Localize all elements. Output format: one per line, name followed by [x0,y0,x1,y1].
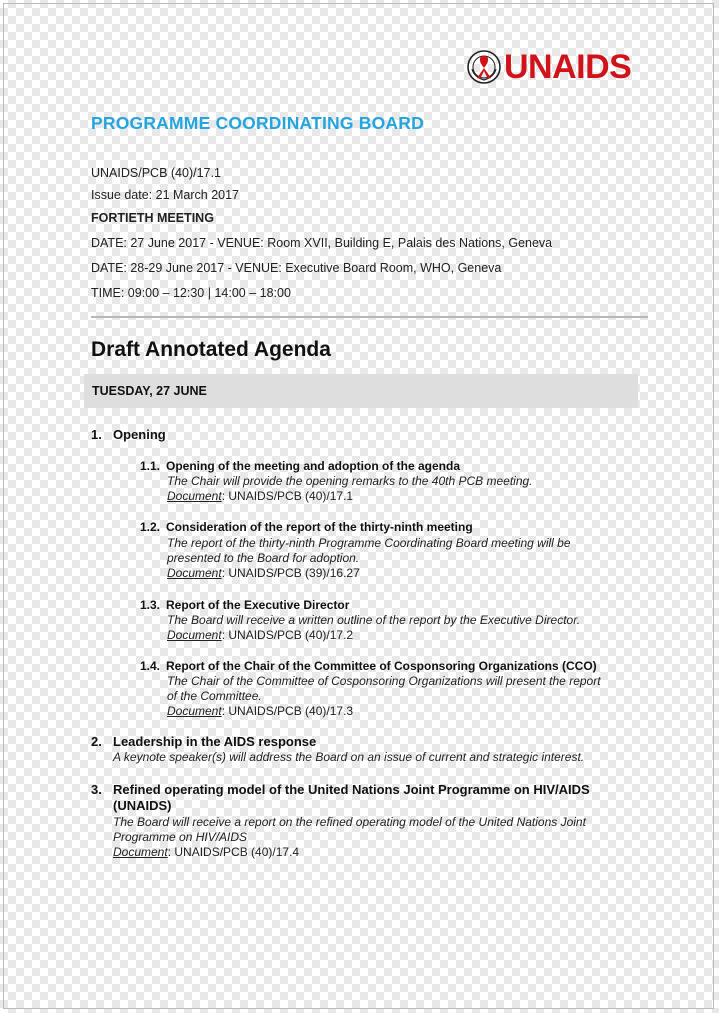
item-number: 3. [91,782,102,797]
logo-wordmark: UNAIDS [504,48,632,86]
subitem-number: 1.2. [140,520,161,534]
time-line: TIME: 09:00 – 12:30 | 14:00 – 18:00 [91,286,291,300]
document-label: Document [167,628,222,642]
unaids-logo [466,47,631,87]
un-ribbon-emblem-icon [466,49,502,85]
subitem-document [167,704,353,720]
item-title: Opening [113,427,166,442]
issue-date: Issue date: 21 March 2017 [91,188,240,202]
subitem-description: The Board will receive a written outline of the report by the Executive Director. [167,613,581,627]
subitem-description-line-2: of the Committee. [167,689,262,703]
item-document [113,845,299,861]
item-description-line-2: Programme on HIV/AIDS [113,830,248,844]
item-description-line-1: The Board will receive a report on the refined operating model of the United Nations Joint [113,815,586,829]
subitem-title: Consideration of the report of the thirty-ninth meeting [166,520,473,534]
item-number: 1. [91,427,102,442]
agenda-item-3 [91,782,590,797]
day-header-band [84,374,638,408]
item-number: 2. [91,734,102,749]
document-label: Document [167,566,222,580]
document-code: : UNAIDS/PCB (40)/17.3 [221,704,354,718]
document-label: Document [167,489,222,503]
subitem-number: 1.4. [140,659,161,673]
item-title-line-1: Refined operating model of the United Nations Joint Programme on HIV/AIDS [113,782,590,797]
subitem-title: Report of the Executive Director [166,598,350,612]
document-label: Document [113,845,168,859]
subitem-number: 1.1. [140,459,161,473]
subitem-description: The Chair will provide the opening remarks to the 40th PCB meeting. [167,474,533,488]
agenda-subitem-1-3 [140,598,349,612]
subitem-document [167,489,353,505]
agenda-item-1 [91,427,166,442]
item-description: A keynote speaker(s) will address the Board on an issue of current and strategic interest. [113,750,585,764]
subitem-document [167,566,360,582]
date-venue-line-2: DATE: 28-29 June 2017 - VENUE: Executive Board Room, WHO, Geneva [91,261,502,275]
subitem-description-line-1: The Chair of the Committee of Cosponsoring Organizations will present the report [167,674,601,688]
document-code: : UNAIDS/PCB (39)/16.27 [221,566,360,580]
subitem-description-line-2: presented to the Board for adoption. [167,551,360,565]
agenda-subitem-1-4 [140,659,597,673]
date-venue-line-1: DATE: 27 June 2017 - VENUE: Room XVII, Building E, Palais des Nations, Geneva [91,236,553,250]
divider [91,316,648,318]
document-label: Document [167,704,222,718]
meeting-name: FORTIETH MEETING [91,211,214,225]
document-reference: UNAIDS/PCB (40)/17.1 [91,166,221,180]
page-frame [3,3,714,1009]
subitem-number: 1.3. [140,598,161,612]
subitem-title: Report of the Chair of the Committee of Cosponsoring Organizations (CCO) [166,659,597,673]
subitem-title: Opening of the meeting and adoption of the agenda [166,459,460,473]
subitem-document [167,628,353,644]
board-title: PROGRAMME COORDINATING BOARD [91,113,424,133]
item-title-line-2: (UNAIDS) [113,798,172,813]
document-code: : UNAIDS/PCB (40)/17.4 [167,845,300,859]
day-label: TUESDAY, 27 JUNE [92,384,207,398]
document-code: : UNAIDS/PCB (40)/17.2 [221,628,354,642]
subitem-description-line-1: The report of the thirty-ninth Programme Coordinating Board meeting will be [167,536,571,550]
document-code: : UNAIDS/PCB (40)/17.1 [221,489,354,503]
agenda-item-2 [91,734,316,749]
agenda-subitem-1-2 [140,520,473,534]
page-title: Draft Annotated Agenda [91,338,331,361]
agenda-subitem-1-1 [140,459,460,473]
item-title: Leadership in the AIDS response [113,734,317,749]
